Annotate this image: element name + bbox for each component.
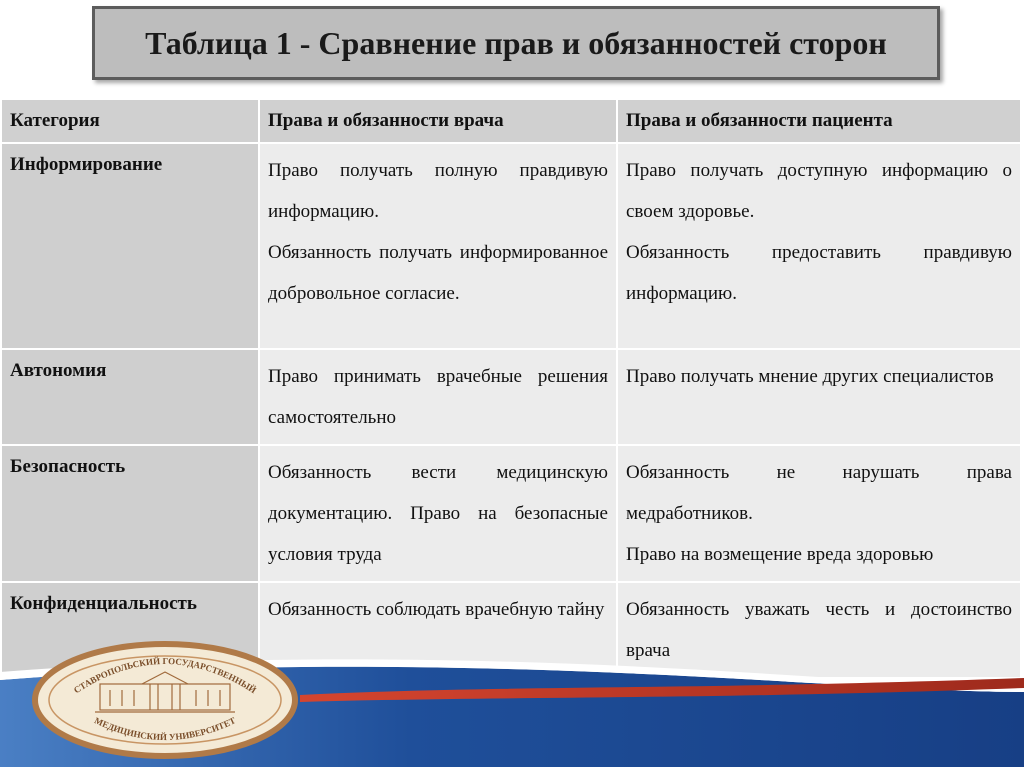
header-doctor: Права и обязанности врача xyxy=(259,99,617,143)
doctor-cell xyxy=(259,143,617,349)
cell-text: Обязанность не нарушать права медработников. xyxy=(626,462,1012,524)
cell-text: Обязанность уважать честь и достоинство врача xyxy=(626,599,1012,661)
cell-text: Право получать полную правдивую информацию. xyxy=(268,160,608,222)
category-cell: Конфиденциальность xyxy=(1,582,259,678)
cell-text: Обязанность вести медицинскую документацию. Право на безопасные условия труда xyxy=(268,462,608,565)
header-patient: Права и обязанности пациента xyxy=(617,99,1021,143)
university-logo xyxy=(30,640,300,760)
cell-text: Право получать доступную информацию о своем здоровье. xyxy=(626,160,1012,222)
category-cell: Автономия xyxy=(1,349,259,445)
cell-text: Право на возмещение вреда здоровью xyxy=(626,544,934,565)
header-category: Категория xyxy=(1,99,259,143)
table-row xyxy=(1,143,1021,349)
cell-text: Обязанность предоставить правдивую информацию. xyxy=(626,242,1012,304)
doctor-cell xyxy=(259,349,617,445)
table-header-row xyxy=(1,99,1021,143)
category-cell: Информирование xyxy=(1,143,259,349)
table-row xyxy=(1,349,1021,445)
title-box xyxy=(92,6,940,80)
patient-cell xyxy=(617,445,1021,582)
doctor-cell xyxy=(259,445,617,582)
cell-text: Право принимать врачебные решения самостоятельно xyxy=(268,366,608,428)
page-title: Таблица 1 - Сравнение прав и обязанностей сторон xyxy=(145,24,887,61)
comparison-table xyxy=(0,98,1022,679)
cell-text: Право получать мнение других специалистов xyxy=(626,366,994,387)
cell-text: Обязанность получать информированное добровольное согласие. xyxy=(268,242,608,304)
patient-cell xyxy=(617,143,1021,349)
table-row xyxy=(1,445,1021,582)
cell-text: Обязанность соблюдать врачебную тайну xyxy=(268,599,605,620)
logo-top-text: СТАВРОПОЛЬСКИЙ ГОСУДАРСТВЕННЫЙ xyxy=(71,655,259,696)
category-cell: Безопасность xyxy=(1,445,259,582)
patient-cell xyxy=(617,349,1021,445)
logo-bottom-text: МЕДИЦИНСКИЙ УНИВЕРСИТЕТ xyxy=(92,715,238,743)
